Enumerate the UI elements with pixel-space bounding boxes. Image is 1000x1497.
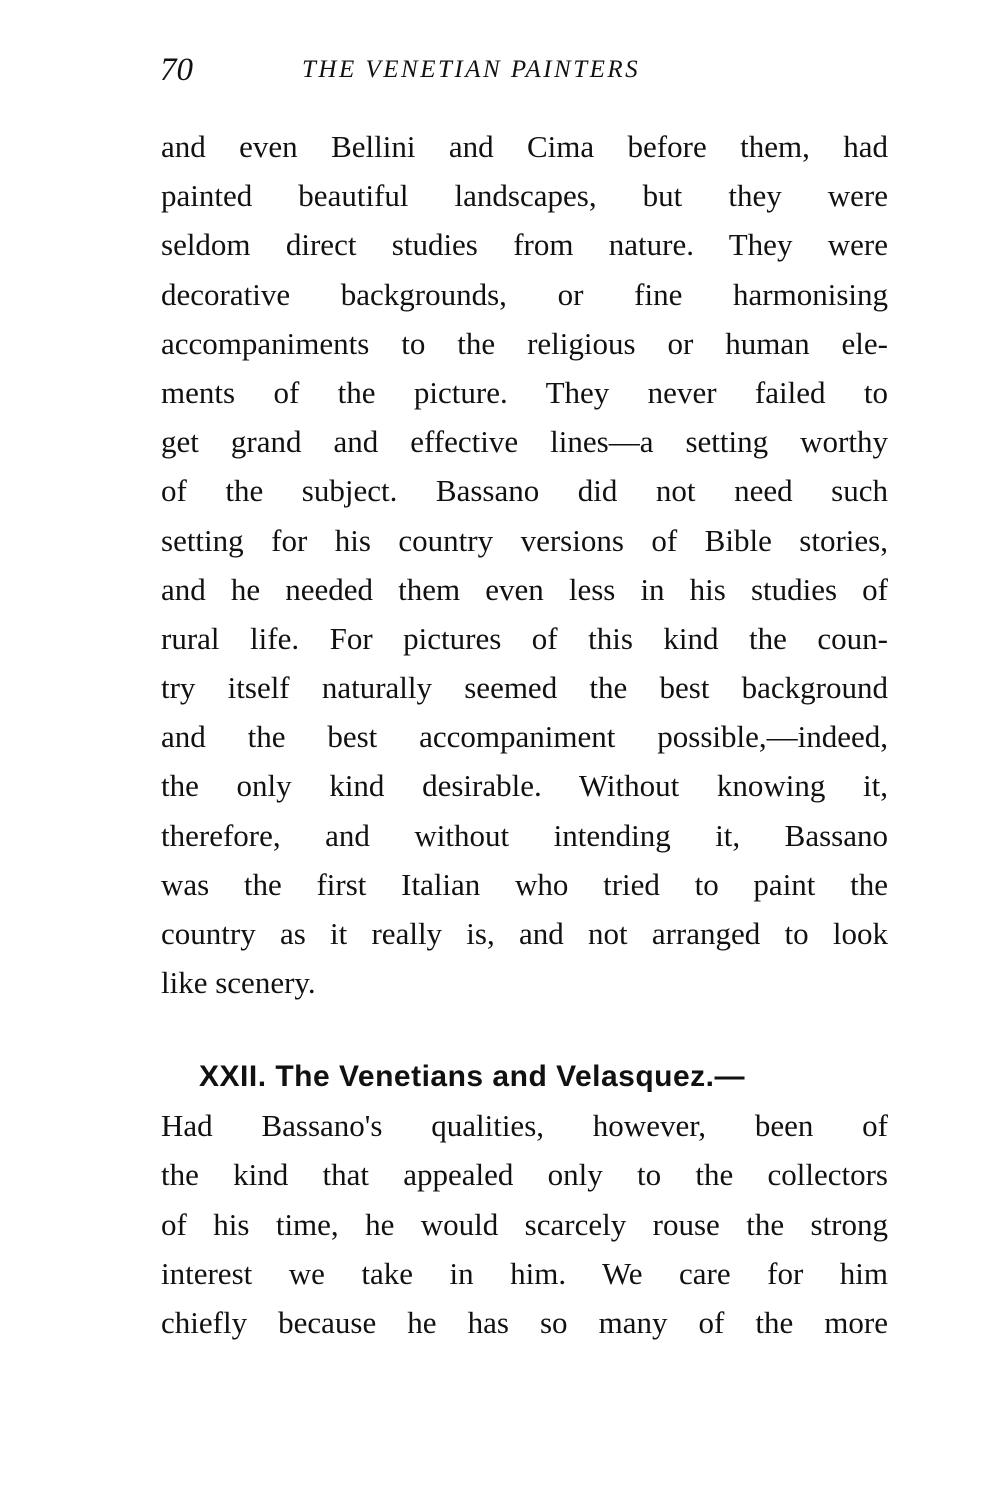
text-line: interest we take in him. We care for him (161, 1255, 888, 1291)
section-xxii (161, 1052, 888, 1347)
text-line: decorative backgrounds, or fine harmonising (161, 276, 888, 312)
text-line: Had Bassano's qualities, however, been of (161, 1108, 888, 1144)
text-line: and even Bellini and Cima before them, had (161, 129, 888, 164)
text-line: like scenery. (161, 965, 316, 1001)
text-line: of the subject. Bassano did not need such (161, 473, 888, 509)
text-line: the kind that appealed only to the collectors (161, 1157, 888, 1193)
text-line: setting for his country versions of Bible stories, (161, 522, 888, 558)
text-line: painted beautiful landscapes, but they were (161, 178, 888, 214)
text-line: ments of the picture. They never failed to (161, 374, 888, 410)
text-line: get grand and effective lines—a setting worthy (161, 424, 888, 460)
text-line: accompaniments to the religious or human ele- (161, 325, 888, 361)
running-head (160, 48, 760, 92)
text-line: therefore, and without intending it, Bassano (161, 817, 888, 853)
text-line: chiefly because he has so many of the more (161, 1304, 888, 1340)
running-title: THE VENETIAN PAINTERS (302, 56, 641, 83)
page-number: 70 (160, 52, 193, 88)
text-line: rural life. For pictures of this kind the coun- (161, 620, 888, 656)
text-line: was the first Italian who tried to paint the (161, 866, 888, 902)
text-line: country as it really is, and not arranged to look (161, 916, 888, 951)
text-line: of his time, he would scarcely rouse the strong (161, 1206, 888, 1242)
text-line: and he needed them even less in his studies of (161, 571, 888, 607)
text-line: seldom direct studies from nature. They were (161, 227, 888, 263)
text-line: and the best accompaniment possible,—indeed, (161, 719, 888, 755)
section-heading: XXII. The Venetians and Velasquez.— (199, 1060, 746, 1093)
paragraph-1 (161, 122, 888, 1007)
text-line: try itself naturally seemed the best background (161, 670, 888, 706)
text-line: the only kind desirable. Without knowing it, (161, 768, 888, 804)
